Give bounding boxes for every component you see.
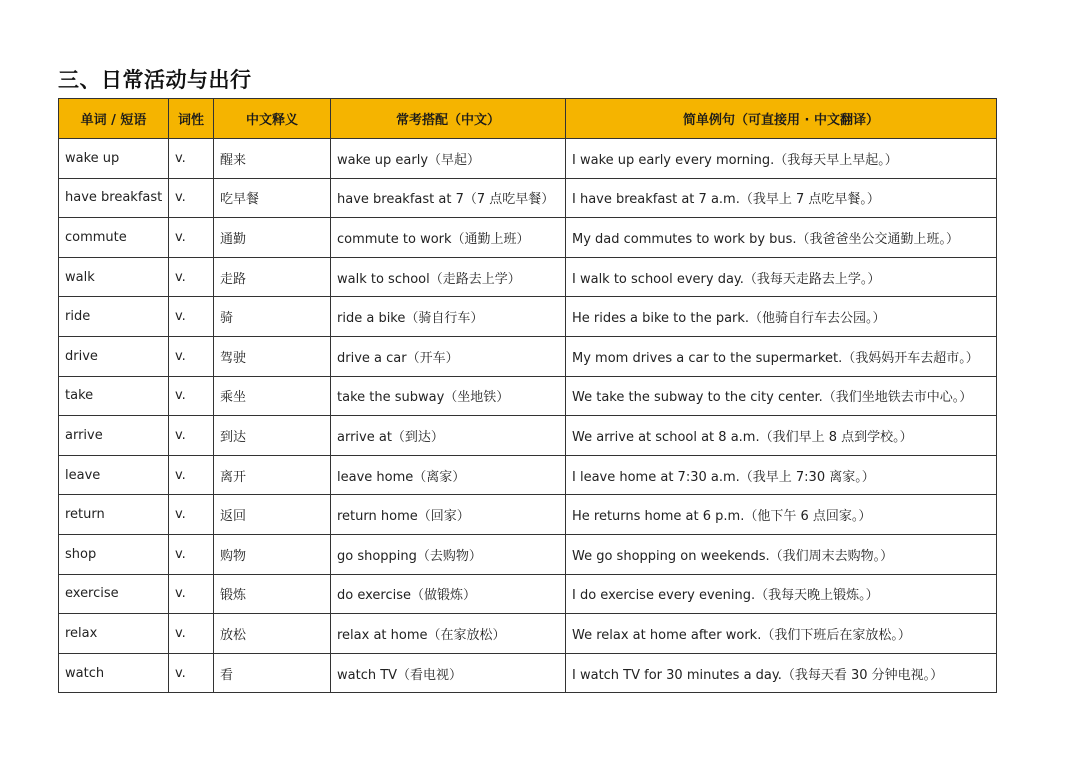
cell-collocation: leave home（离家） [331, 455, 566, 495]
cell-pos: v. [169, 614, 214, 654]
cell-word: walk [59, 257, 169, 297]
cell-meaning: 吃早餐 [214, 178, 331, 218]
cell-pos: v. [169, 178, 214, 218]
cell-collocation: drive a car（开车） [331, 336, 566, 376]
cell-example: He returns home at 6 p.m.（他下午 6 点回家。） [566, 495, 997, 535]
cell-pos: v. [169, 416, 214, 456]
cell-meaning: 看 [214, 653, 331, 693]
header-collocation: 常考搭配（中文） [331, 99, 566, 139]
cell-meaning: 锻炼 [214, 574, 331, 614]
cell-pos: v. [169, 574, 214, 614]
cell-meaning: 到达 [214, 416, 331, 456]
cell-pos: v. [169, 653, 214, 693]
cell-meaning: 驾驶 [214, 336, 331, 376]
header-word: 单词 / 短语 [59, 99, 169, 139]
table-row [59, 534, 997, 574]
table-row [59, 178, 997, 218]
header-pos: 词性 [169, 99, 214, 139]
cell-collocation: return home（回家） [331, 495, 566, 535]
cell-pos: v. [169, 376, 214, 416]
table-row [59, 614, 997, 654]
cell-pos: v. [169, 297, 214, 337]
table-row [59, 218, 997, 258]
cell-collocation: have breakfast at 7（7 点吃早餐） [331, 178, 566, 218]
cell-meaning: 醒来 [214, 139, 331, 179]
table-row [59, 257, 997, 297]
cell-word: relax [59, 614, 169, 654]
cell-example: I walk to school every day.（我每天走路去上学。） [566, 257, 997, 297]
cell-pos: v. [169, 139, 214, 179]
table-row [59, 376, 997, 416]
cell-pos: v. [169, 257, 214, 297]
vocab-table [58, 98, 997, 693]
cell-example: My mom drives a car to the supermarket.（我妈妈开车去超市。） [566, 336, 997, 376]
cell-pos: v. [169, 495, 214, 535]
table-row [59, 455, 997, 495]
table-row [59, 416, 997, 456]
header-example: 简单例句（可直接用 · 中文翻译） [566, 99, 997, 139]
cell-word: ride [59, 297, 169, 337]
cell-pos: v. [169, 218, 214, 258]
cell-collocation: ride a bike（骑自行车） [331, 297, 566, 337]
table-row [59, 139, 997, 179]
cell-word: drive [59, 336, 169, 376]
cell-word: commute [59, 218, 169, 258]
cell-example: I do exercise every evening.（我每天晚上锻炼。） [566, 574, 997, 614]
cell-example: We arrive at school at 8 a.m.（我们早上 8 点到学校。） [566, 416, 997, 456]
cell-collocation: walk to school（走路去上学） [331, 257, 566, 297]
table-row [59, 336, 997, 376]
cell-pos: v. [169, 455, 214, 495]
cell-meaning: 返回 [214, 495, 331, 535]
cell-collocation: watch TV（看电视） [331, 653, 566, 693]
cell-meaning: 走路 [214, 257, 331, 297]
cell-meaning: 通勤 [214, 218, 331, 258]
cell-collocation: do exercise（做锻炼） [331, 574, 566, 614]
cell-example: I wake up early every morning.（我每天早上早起。） [566, 139, 997, 179]
cell-example: We relax at home after work.（我们下班后在家放松。） [566, 614, 997, 654]
cell-collocation: relax at home（在家放松） [331, 614, 566, 654]
cell-meaning: 骑 [214, 297, 331, 337]
cell-example: We take the subway to the city center.（我们坐地铁去市中心。） [566, 376, 997, 416]
cell-word: take [59, 376, 169, 416]
table-row [59, 574, 997, 614]
cell-example: My dad commutes to work by bus.（我爸爸坐公交通勤上班。） [566, 218, 997, 258]
cell-example: I have breakfast at 7 a.m.（我早上 7 点吃早餐。） [566, 178, 997, 218]
cell-word: arrive [59, 416, 169, 456]
cell-word: have breakfast [59, 178, 169, 218]
cell-word: exercise [59, 574, 169, 614]
table-row [59, 495, 997, 535]
cell-pos: v. [169, 336, 214, 376]
cell-meaning: 放松 [214, 614, 331, 654]
cell-collocation: go shopping（去购物） [331, 534, 566, 574]
cell-collocation: commute to work（通勤上班） [331, 218, 566, 258]
table-body [59, 139, 997, 693]
header-row [59, 99, 997, 139]
cell-collocation: take the subway（坐地铁） [331, 376, 566, 416]
cell-example: We go shopping on weekends.（我们周末去购物。） [566, 534, 997, 574]
cell-word: watch [59, 653, 169, 693]
cell-collocation: arrive at（到达） [331, 416, 566, 456]
cell-word: leave [59, 455, 169, 495]
cell-word: wake up [59, 139, 169, 179]
header-meaning: 中文释义 [214, 99, 331, 139]
cell-meaning: 乘坐 [214, 376, 331, 416]
cell-word: return [59, 495, 169, 535]
cell-meaning: 离开 [214, 455, 331, 495]
table-row [59, 653, 997, 693]
cell-meaning: 购物 [214, 534, 331, 574]
cell-example: I watch TV for 30 minutes a day.（我每天看 30 分钟电视。） [566, 653, 997, 693]
cell-collocation: wake up early（早起） [331, 139, 566, 179]
cell-example: I leave home at 7:30 a.m.（我早上 7:30 离家。） [566, 455, 997, 495]
page-title: 三、日常活动与出行 [58, 68, 252, 92]
cell-pos: v. [169, 534, 214, 574]
cell-example: He rides a bike to the park.（他骑自行车去公园。） [566, 297, 997, 337]
table-row [59, 297, 997, 337]
cell-word: shop [59, 534, 169, 574]
